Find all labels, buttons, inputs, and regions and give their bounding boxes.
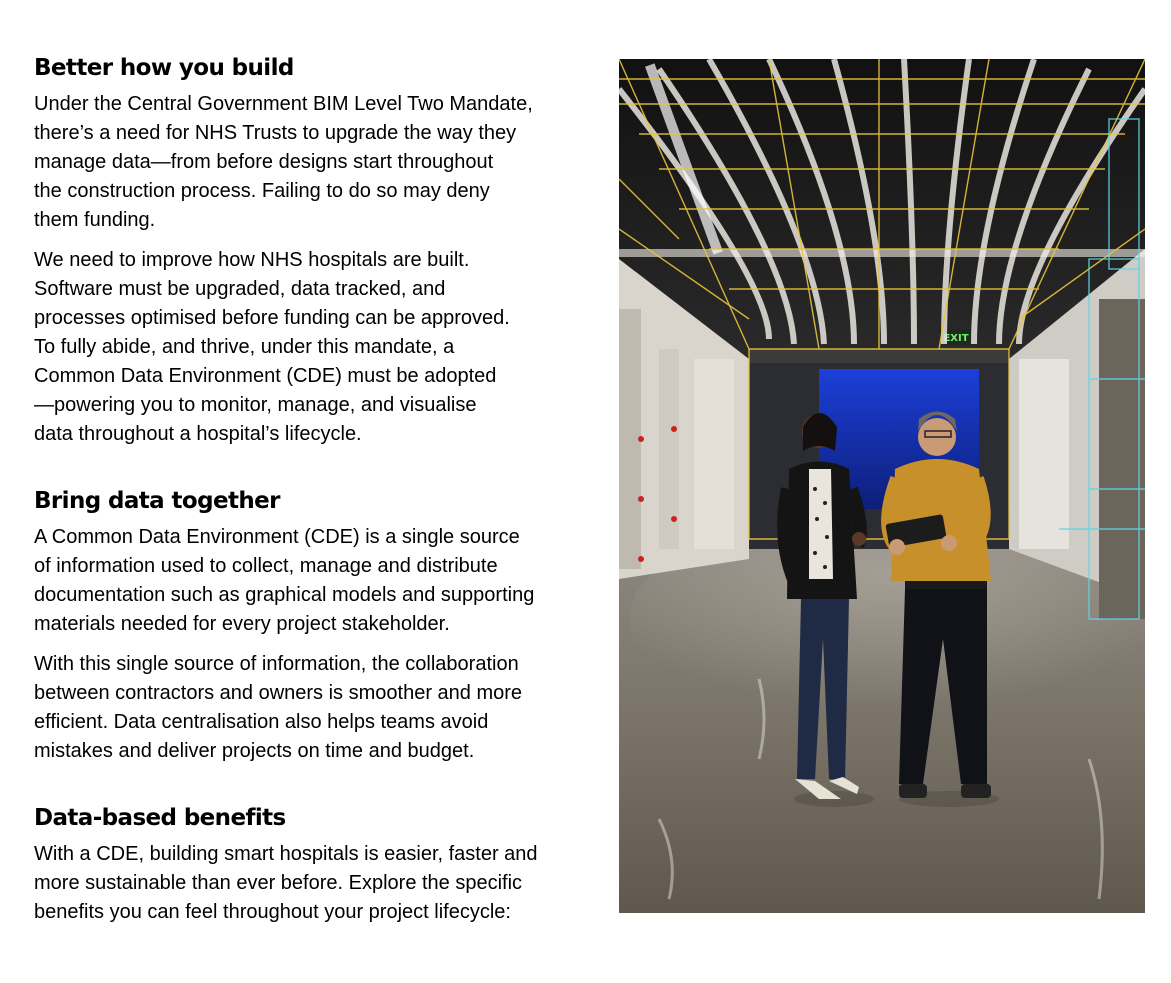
section-paragraph: We need to improve how NHS hospitals are built. Software must be upgraded, data tracked, and processes optimised before funding can be approved. To fully abide, and thrive, under this mandate, a Common Data Environment (CDE) must be adopted —powering you to monitor, manage, and visualise data throughout a hospital’s lifecycle. — [34, 249, 510, 445]
section-heading: Bring data together — [34, 488, 280, 514]
section-paragraph: Under the Central Government BIM Level Two Mandate, there’s a need for NHS Trusts to upgrade the way they manage data—from before designs start throughout the construction process. Failing to do so may deny them funding. — [34, 93, 533, 231]
section-better-how-you-build — [34, 52, 594, 449]
section-paragraph: With a CDE, building smart hospitals is easier, faster and more sustainable than ever before. Explore the specific benefits you can feel throughout your project lifecycle: — [34, 843, 538, 923]
section-paragraph: A Common Data Environment (CDE) is a single source of information used to collect, manage and distribute documentation such as graphical models and supporting materials needed for every project stakeholder. — [34, 526, 535, 635]
exit-sign: EXIT — [943, 333, 969, 344]
section-heading: Better how you build — [34, 55, 294, 81]
article-text — [34, 52, 594, 938]
section-heading: Data-based benefits — [34, 805, 286, 831]
section-paragraph: With this single source of information, the collaboration between contractors and owners is smoother and more efficient. Data centralisation also helps teams avoid mistakes and deliver projects on time and budget. — [34, 653, 523, 762]
section-bring-data-together — [34, 485, 594, 766]
hero-photo — [619, 59, 1145, 913]
section-data-based-benefits — [34, 802, 594, 927]
